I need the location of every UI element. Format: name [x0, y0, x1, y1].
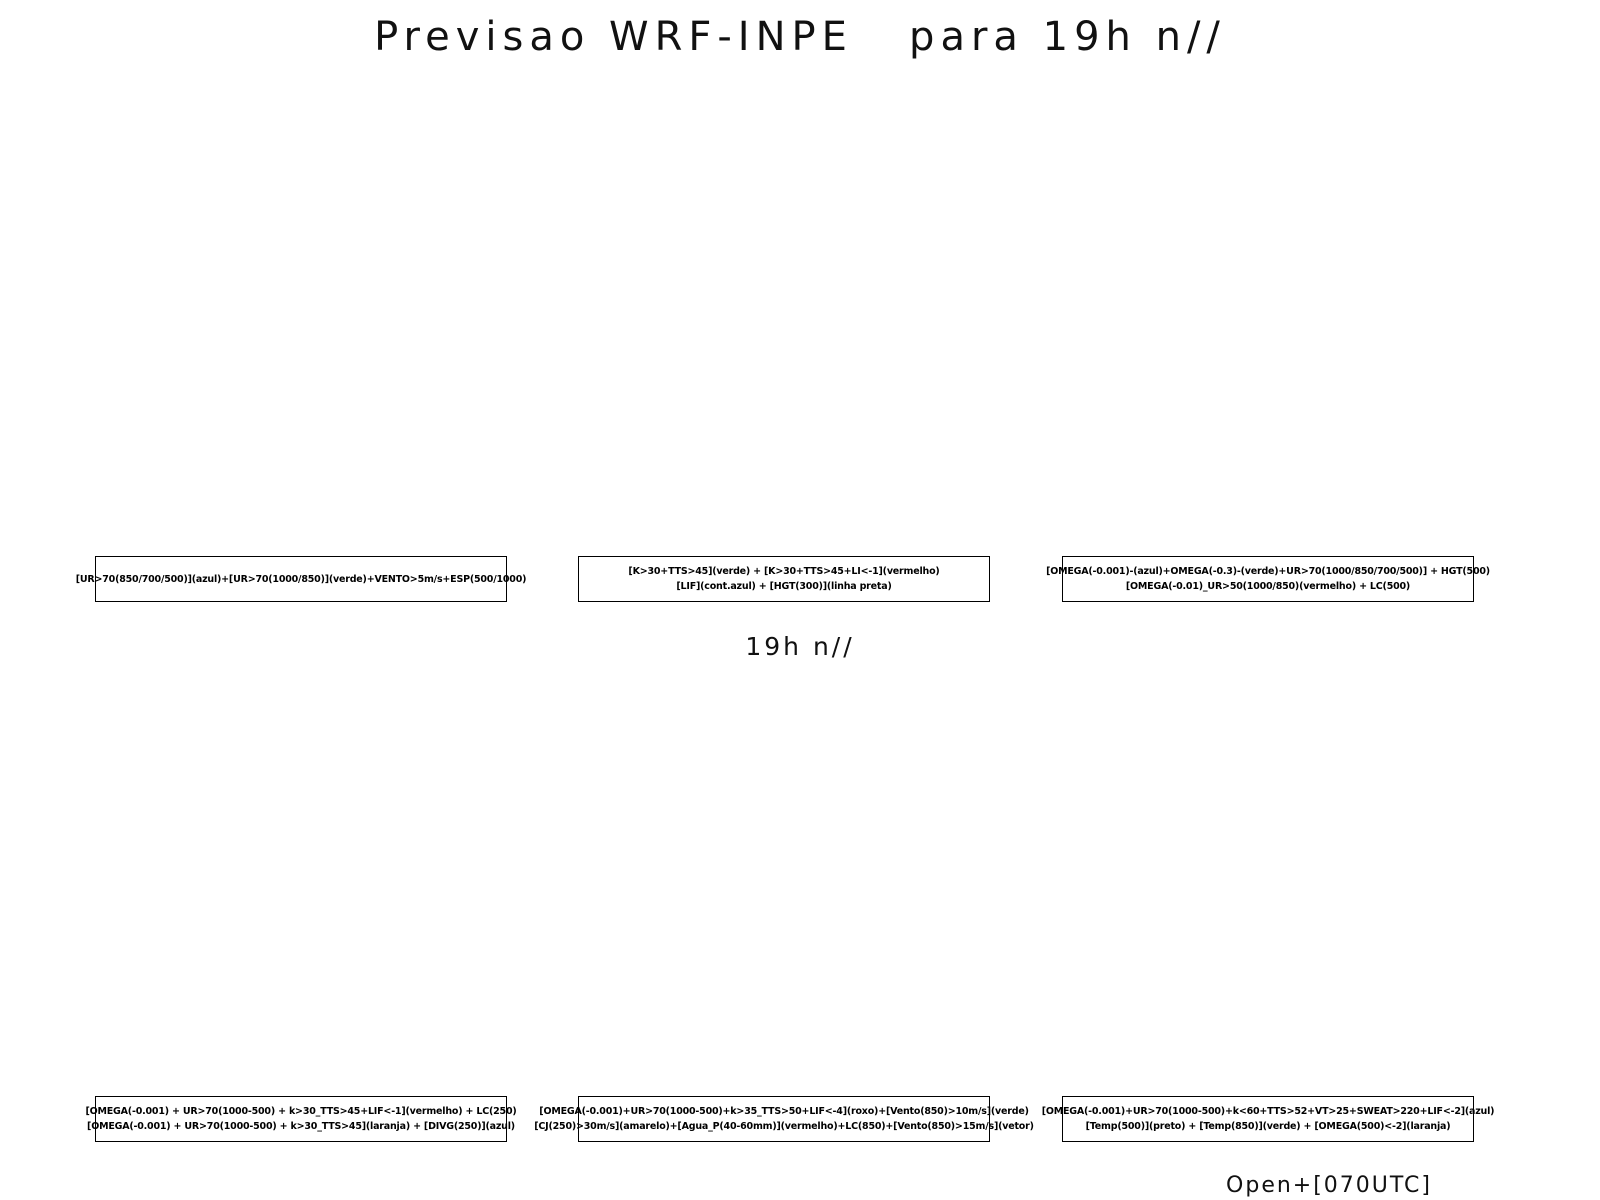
footer-stamp: Open+[070UTC]: [1226, 1173, 1432, 1198]
legend-line: [Temp(500)](preto) + [Temp(850)](verde) + [OMEGA(500)<-2](laranja): [1085, 1121, 1451, 1132]
legend-box-top-right: [1046, 556, 1490, 602]
legend-line: [CJ(250)>30m/s](amarelo)+[Agua_P(40-60mm)](vermelho)+LC(850)+[Vento(850)>15m/s](vetor): [534, 1121, 1034, 1132]
legend-line: [OMEGA(-0.001)-(azul)+OMEGA(-0.3)-(verde)+UR>70(1000/850/700/500)] + HGT(500): [1046, 566, 1490, 577]
legend-line: [OMEGA(-0.01)_UR>50(1000/850)(vermelho) + LC(500): [1125, 581, 1411, 592]
legend-line: [OMEGA(-0.001)+UR>70(1000-500)+k<60+TTS>52+VT>25+SWEAT>220+LIF<-2](azul): [1041, 1106, 1495, 1117]
legend-box-top-left: [75, 556, 527, 602]
legend-box-bottom-right: [1041, 1096, 1495, 1142]
legend-line: [OMEGA(-0.001) + UR>70(1000-500) + k>30_TTS>45+LIF<-1](vermelho) + LC(250): [85, 1106, 517, 1117]
legend-box-bottom-left: [85, 1096, 517, 1142]
legend-line: [OMEGA(-0.001)+UR>70(1000-500)+k>35_TTS>50+LIF<-4](roxo)+[Vento(850)>10m/s](verde): [539, 1106, 1029, 1117]
legend-line: [OMEGA(-0.001) + UR>70(1000-500) + k>30_TTS>45](laranja) + [DIVG(250)](azul): [87, 1121, 515, 1132]
center-subtitle: 19h n//: [745, 632, 855, 661]
legend-box-bottom-center: [534, 1096, 1034, 1142]
page-title: Previsao WRF-INPE para 19h n//: [374, 14, 1226, 60]
legend-line: [K>30+TTS>45](verde) + [K>30+TTS>45+LI<-1](vermelho): [628, 566, 940, 577]
legend-line: [UR>70(850/700/500)](azul)+[UR>70(1000/850)](verde)+VENTO>5m/s+ESP(500/1000): [75, 573, 527, 585]
legend-box-top-center: [578, 556, 990, 602]
legend-line: [LIF](cont.azul) + [HGT(300)](linha preta): [676, 581, 892, 592]
